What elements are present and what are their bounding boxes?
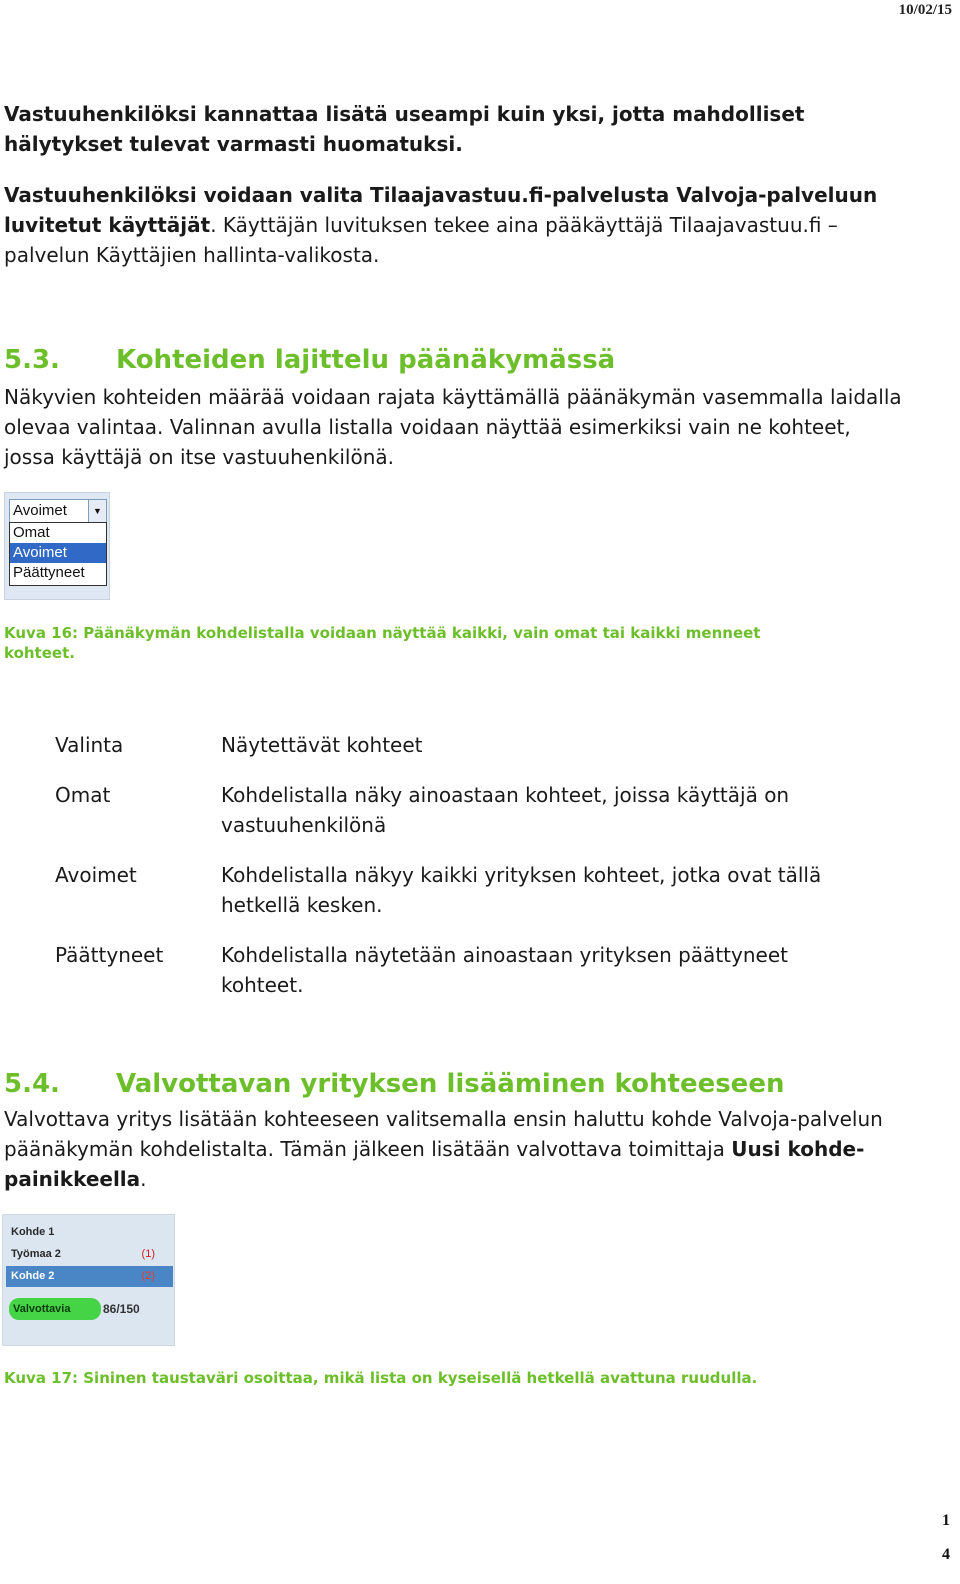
table-cell: Kohdelistalla näytetään ainoastaan yrityksen päättyneet kohteet. <box>221 943 788 997</box>
body-pre: Valvottava yritys lisätään kohteeseen valitsemalla ensin haluttu kohde Valvoja-palvelun päänäkymän kohdelistalta. Tämän jälkeen lisätään valvottava toimittaja <box>4 1107 883 1161</box>
table-row <box>55 940 875 1000</box>
chevron-down-icon[interactable]: ▼ <box>88 500 106 522</box>
list-item[interactable] <box>6 1244 173 1265</box>
paragraph-responsible-tip: Vastuuhenkilöksi kannattaa lisätä useampi kuin yksi, jotta mahdolliset hälytykset tulevat varmasti huomatuksi. <box>4 102 805 156</box>
table-header-row <box>55 730 875 760</box>
list-item-count: (2) <box>141 1270 155 1282</box>
table-header-cell: Valinta <box>55 733 124 757</box>
list-item[interactable] <box>6 1222 173 1243</box>
table-cell: Avoimet <box>55 863 137 887</box>
filter-options-list <box>9 522 107 586</box>
option-avoimet[interactable]: Avoimet <box>10 543 106 563</box>
valvottavia-counter: 86/150 <box>103 1302 140 1316</box>
table-cell: Omat <box>55 783 111 807</box>
section-5-3-heading <box>4 344 615 376</box>
list-item-label: Kohde 2 <box>11 1270 55 1282</box>
table-cell: Kohdelistalla näkyy kaikki yrityksen kohteet, jotka ovat tällä hetkellä kesken. <box>221 863 822 917</box>
table-cell: Kohdelistalla näky ainoastaan kohteet, joissa käyttäjä on vastuuhenkilönä <box>221 783 790 837</box>
list-item-selected[interactable] <box>6 1266 173 1287</box>
table-row <box>55 780 875 840</box>
paragraph-rest-part: . Käyttäjän luvituksen tekee aina pääkäyttäjä Tilaajavastuu.fi –palvelun Käyttäjien hallinta-valikosta. <box>4 213 838 267</box>
table-cell: Päättyneet <box>55 943 164 967</box>
paragraph-bold-part: Vastuuhenkilöksi voidaan valita Tilaajavastuu.fi-palvelusta Valvoja-palveluun luvitetut käyttäjät <box>4 183 878 237</box>
section-title: Valvottavan yrityksen lisääminen kohteeseen <box>116 1069 785 1099</box>
table-header-cell: Näytettävät kohteet <box>221 733 423 757</box>
selection-table <box>55 730 875 1020</box>
section-number: 5.4. <box>4 1069 60 1099</box>
figure-caption-16: Kuva 16: Päänäkymän kohdelistalla voidaan näyttää kaikki, vain omat tai kaikki menneet kohteet. <box>4 624 761 662</box>
filter-select[interactable] <box>9 499 107 523</box>
header-date: 10/02/15 <box>898 2 952 18</box>
kohde-list-figure <box>2 1214 175 1346</box>
page-number-line-1: 1 <box>942 1512 950 1529</box>
section-5-4-heading <box>4 1068 784 1100</box>
section-title: Kohteiden lajittelu päänäkymässä <box>116 345 616 375</box>
table-row <box>55 860 875 920</box>
list-item-label: Kohde 1 <box>11 1226 55 1238</box>
body-post: . <box>140 1167 147 1191</box>
list-item-count: (1) <box>141 1248 155 1260</box>
page-number-line-2: 4 <box>942 1546 950 1563</box>
body-bold: Uusi kohde-painikkeella <box>4 1137 865 1191</box>
valvottavia-button[interactable]: Valvottavia <box>9 1298 101 1320</box>
section-5-4-body <box>4 1104 904 1194</box>
filter-select-value: Avoimet <box>13 502 67 519</box>
paragraph-responsible-selection <box>4 180 904 270</box>
option-omat[interactable]: Omat <box>13 524 50 541</box>
dropdown-figure <box>4 492 110 600</box>
section-number: 5.3. <box>4 345 60 375</box>
option-paattyneet[interactable]: Päättyneet <box>13 564 85 581</box>
figure-caption-17: Kuva 17: Sininen taustaväri osoittaa, mikä lista on kyseisellä hetkellä avattuna ruudulla. <box>4 1369 758 1387</box>
section-5-3-body: Näkyvien kohteiden määrää voidaan rajata käyttämällä päänäkymän vasemmalla laidalla olevaa valintaa. Valinnan avulla listalla voidaan näyttää esimerkiksi vain ne kohteet, jossa käyttäjä on itse vastuuhenkilönä. <box>4 385 902 469</box>
list-item-label: Työmaa 2 <box>11 1248 61 1260</box>
